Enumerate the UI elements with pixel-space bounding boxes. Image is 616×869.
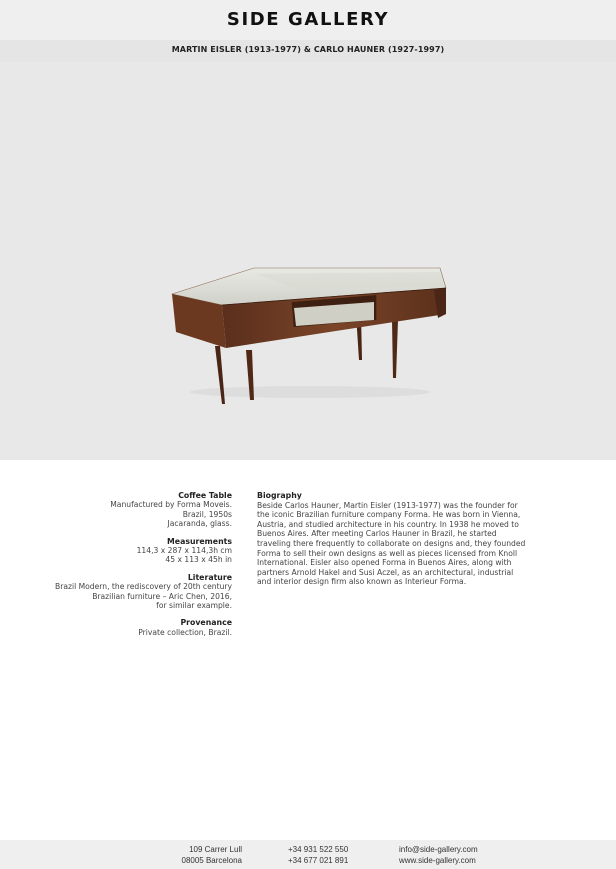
biography-line: Austria, and studied architecture in his country. In 1938 he moved to bbox=[257, 519, 519, 529]
biography-line: Buenos Aires. After meeting Carlos Hauner in Brazil, he started bbox=[257, 529, 497, 539]
product-line: Jacaranda, glass. bbox=[167, 519, 232, 529]
provenance-title: Provenance bbox=[180, 618, 232, 628]
measurements-line: 45 x 113 x 45h in bbox=[165, 555, 232, 565]
phone-number[interactable]: +34 677 021 891 bbox=[288, 856, 349, 865]
biography-title: Biography bbox=[257, 491, 302, 500]
phone-number[interactable]: +34 931 522 550 bbox=[288, 845, 349, 854]
website-link[interactable]: www.side-gallery.com bbox=[399, 856, 476, 865]
product-line: Brazil, 1950s bbox=[182, 509, 232, 519]
address-line: 109 Carrer Lull bbox=[189, 845, 242, 854]
biography-line: International. Eisler also opened Forma in Buenos Aires, along with bbox=[257, 558, 512, 568]
literature-title: Literature bbox=[187, 572, 232, 582]
measurements-block bbox=[40, 537, 232, 565]
address-line: 08005 Barcelona bbox=[181, 856, 242, 865]
provenance-line: Private collection, Brazil. bbox=[138, 627, 232, 637]
product-block bbox=[40, 491, 232, 529]
literature-line: for similar example. bbox=[156, 601, 232, 611]
biography-line: the iconic Brazilian furniture company Forma. He was born in Vienna, bbox=[257, 510, 521, 520]
product-details bbox=[40, 491, 232, 645]
measurements-title: Measurements bbox=[167, 536, 232, 546]
designer-title: MARTIN EISLER (1913-1977) & CARLO HAUNER (1927-1997) bbox=[171, 45, 445, 54]
literature-line: Brazilian furniture – Aric Chen, 2016, bbox=[92, 591, 232, 601]
provenance-block bbox=[40, 618, 232, 637]
biography-line: Forma to sell their own designs as well as pieces licensed from Knoll bbox=[257, 548, 518, 558]
biography-line: partners Arnold Hakel and Susi Aczel, as an architectural, industrial bbox=[257, 567, 514, 577]
product-photo bbox=[0, 62, 616, 460]
footer-address bbox=[158, 844, 242, 866]
biography-line: Beside Carlos Hauner, Martin Eisler (1913-1977) was the founder for bbox=[257, 500, 518, 510]
biography-section bbox=[257, 491, 529, 587]
footer-phones bbox=[288, 844, 368, 866]
biography-line: and interior design firm also known as Interieur Forma. bbox=[257, 577, 467, 587]
coffee-table-image bbox=[0, 62, 616, 460]
biography-line: traveling there frequently to collaborate on designs and, they founded bbox=[257, 538, 526, 548]
gallery-logo: SIDE GALLERY bbox=[226, 9, 390, 30]
footer-contact bbox=[399, 844, 499, 866]
product-line: Manufactured by Forma Moveis. bbox=[110, 500, 232, 510]
measurements-line: 114,3 x 287 x 114,3h cm bbox=[136, 546, 232, 556]
literature-block bbox=[40, 573, 232, 611]
email-link[interactable]: info@side-gallery.com bbox=[399, 845, 478, 854]
product-title: Coffee Table bbox=[178, 491, 232, 500]
literature-line: Brazil Modern, the rediscovery of 20th century bbox=[55, 582, 232, 592]
